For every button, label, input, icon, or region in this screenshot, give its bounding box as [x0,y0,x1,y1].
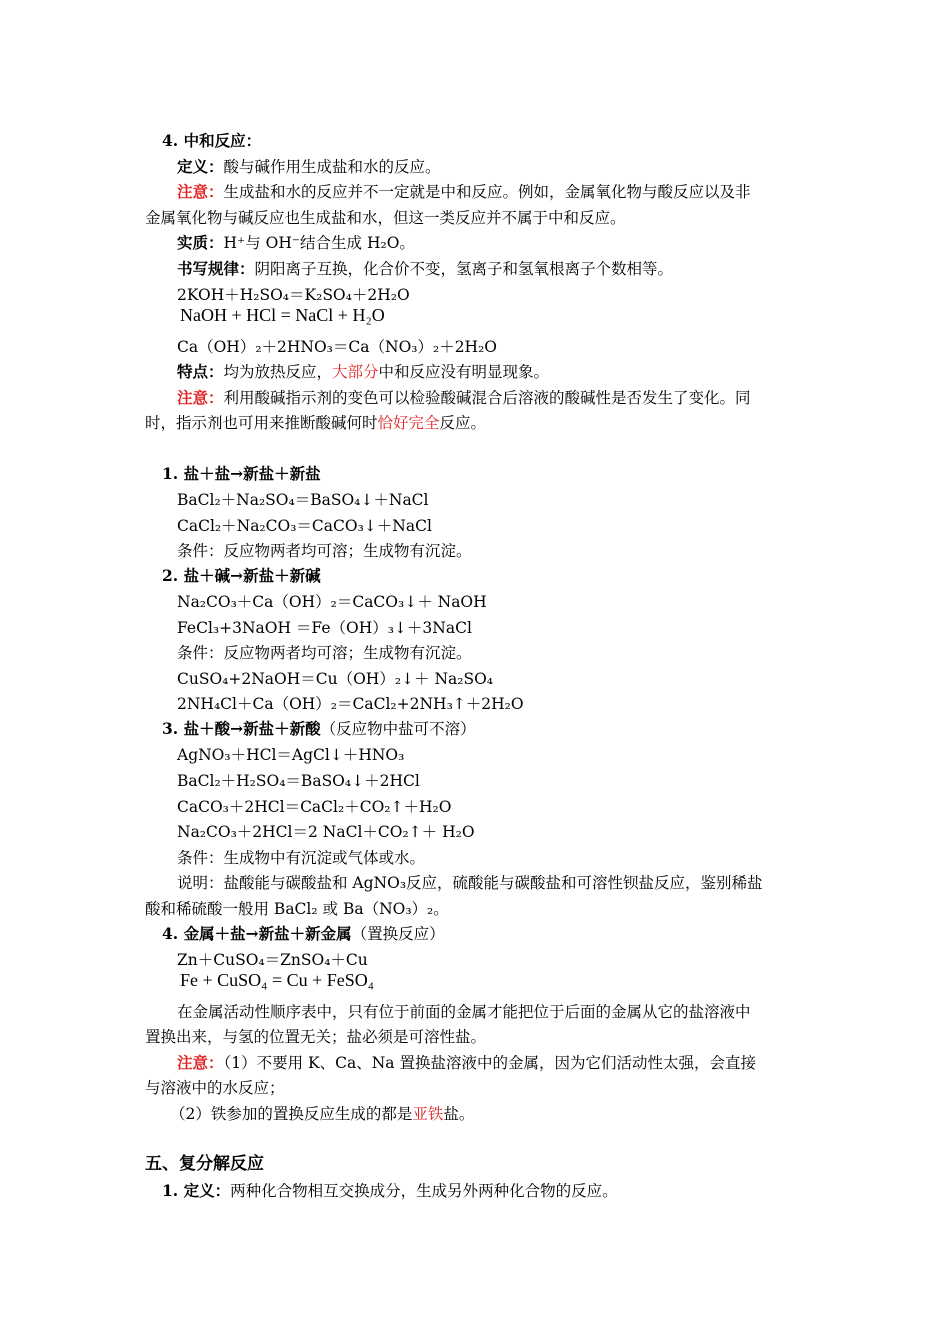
feature-line [177,362,549,382]
equation-koh: 2KOH＋H₂SO₄＝K₂SO₄＋2H₂O [177,286,410,304]
section5-definition-text: 两种化合物相互交换成分，生成另外两种化合物的反应。 [230,1182,618,1200]
metal-salt-note2-red: 亚铁 [412,1105,444,1123]
salt-base-eq4: 2NH₄Cl＋Ca（OH）₂＝CaCl₂+2NH₃↑＋2H₂O [177,695,524,713]
salt-salt-eq1: BaCl₂＋Na₂SO₄＝BaSO₄↓＋NaCl [177,491,429,509]
section5-heading: 五、复分解反应 [145,1154,264,1174]
feature-label: 特点： [177,362,224,381]
metal-salt-note-line [177,1053,756,1073]
salt-acid-heading-line [162,719,476,739]
metal-salt-note-label: 注意： [177,1053,224,1072]
salt-acid-eq3: CaCO₃＋2HCl＝CaCl₂＋CO₂↑＋H₂O [177,798,452,816]
salt-acid-eq4: Na₂CO₃＋2HCl＝2 NaCl＋CO₂↑＋ H₂O [177,823,475,841]
metal-salt-note-a: （1）不要用 K、Ca、Na 置换盐溶液中的金属，因为它们活动性太强，会直接 [223,1054,756,1072]
metal-salt-note2-line [170,1104,474,1124]
rule-text: 阴阳离子互换，化合价不变，氢离子和氢氧根离子个数相等。 [254,260,674,278]
metal-salt-eq2: Fe + CuSO₄ = Cu + FeSO₄ [180,970,375,990]
rule-line [177,259,673,279]
essence-text: H⁺与 OH⁻结合生成 H₂O。 [223,234,415,252]
essence-label: 实质： [177,233,224,252]
feature-red-text: 大部分 [332,363,379,381]
feature-text-a: 均为放热反应， [223,363,333,381]
salt-acid-eq2: BaCl₂＋H₂SO₄＝BaSO₄↓＋2HCl [177,772,420,790]
salt-base-eq3: CuSO₄+2NaOH＝Cu（OH）₂↓＋ Na₂SO₄ [177,670,494,688]
metal-salt-eq1: Zn＋CuSO₄＝ZnSO₄＋Cu [177,951,368,969]
salt-salt-eq2: CaCl₂＋Na₂CO₃＝CaCO₃↓＋NaCl [177,517,432,535]
note1-label: 注意： [177,182,224,201]
section5-definition-label: 1. 定义： [162,1181,231,1200]
note2-label: 注意： [177,388,224,407]
essence-line [177,233,415,253]
note2-red-text: 恰好完全 [377,414,440,432]
salt-base-eq2: FeCl₃+3NaOH ＝Fe（OH）₃↓＋3NaCl [177,619,472,637]
metal-salt-note-b: 与溶液中的水反应； [145,1079,285,1097]
note2-text-a: 利用酸碱指示剂的变色可以检验酸碱混合后溶液的酸碱性是否发生了变化。同 [223,389,751,407]
definition-line [177,157,441,177]
salt-acid-eq1: AgNO₃＋HCl＝AgCl↓＋HNO₃ [177,746,405,764]
note2-text-b2: 反应。 [439,414,487,432]
metal-salt-heading-note: （置换反应） [351,925,445,943]
section5-definition-line [162,1181,618,1201]
salt-acid-condition: 条件：生成物中有沉淀或气体或水。 [177,849,426,867]
salt-acid-explain-a: 说明：盐酸能与碳酸盐和 AgNO₃反应，硫酸能与碳酸盐和可溶性钡盐反应，鉴别稀盐 [177,874,763,892]
feature-text-b: 中和反应没有明显现象。 [378,363,550,381]
metal-salt-note2-a: （2）铁参加的置换反应生成的都是 [170,1105,413,1123]
metal-salt-heading: 4. 金属＋盐→新盐＋新金属 [162,924,352,943]
salt-base-condition: 条件：反应物两者均可溶；生成物有沉淀。 [177,644,472,662]
note1-text-a: 生成盐和水的反应并不一定就是中和反应。例如，金属氧化物与酸反应以及非 [223,183,751,201]
salt-acid-heading-note: （反应物中盐可不溶） [320,720,476,738]
metal-salt-text-b: 置换出来，与氢的位置无关；盐必须是可溶性盐。 [145,1028,487,1046]
definition-text: 酸与碱作用生成盐和水的反应。 [223,158,441,176]
equation-caoh: Ca（OH）₂＋2HNO₃＝Ca（NO₃）₂＋2H₂O [177,338,497,356]
salt-base-heading: 2. 盐＋碱→新盐＋新碱 [162,566,321,585]
note2-line-a [177,388,751,408]
rule-label: 书写规律： [177,259,255,278]
salt-salt-condition: 条件：反应物两者均可溶；生成物有沉淀。 [177,542,472,560]
note2-text-b1: 时，指示剂也可用来推断酸碱何时 [145,414,378,432]
salt-base-eq1: Na₂CO₃＋Ca（OH）₂＝CaCO₃↓＋ NaOH [177,593,487,611]
neutralization-heading: 4. 中和反应： [162,131,262,150]
metal-salt-text-a: 在金属活动性顺序表中，只有位于前面的金属才能把位于后面的金属从它的盐溶液中 [177,1003,751,1021]
metal-salt-note2-b: 盐。 [443,1105,475,1123]
metal-salt-heading-line [162,924,445,944]
salt-acid-heading: 3. 盐＋酸→新盐＋新酸 [162,719,321,738]
equation-naoh: NaOH + HCl = NaCl + H₂O [180,305,385,325]
salt-acid-explain-b: 酸和稀硫酸一般用 BaCl₂ 或 Ba（NO₃）₂。 [145,900,449,918]
note1-line-a [177,182,751,202]
salt-salt-heading: 1. 盐＋盐→新盐＋新盐 [162,464,321,483]
definition-label: 定义： [177,157,224,176]
note2-line-b [145,413,486,433]
note1-text-b: 金属氧化物与碱反应也生成盐和水，但这一类反应并不属于中和反应。 [145,209,626,227]
